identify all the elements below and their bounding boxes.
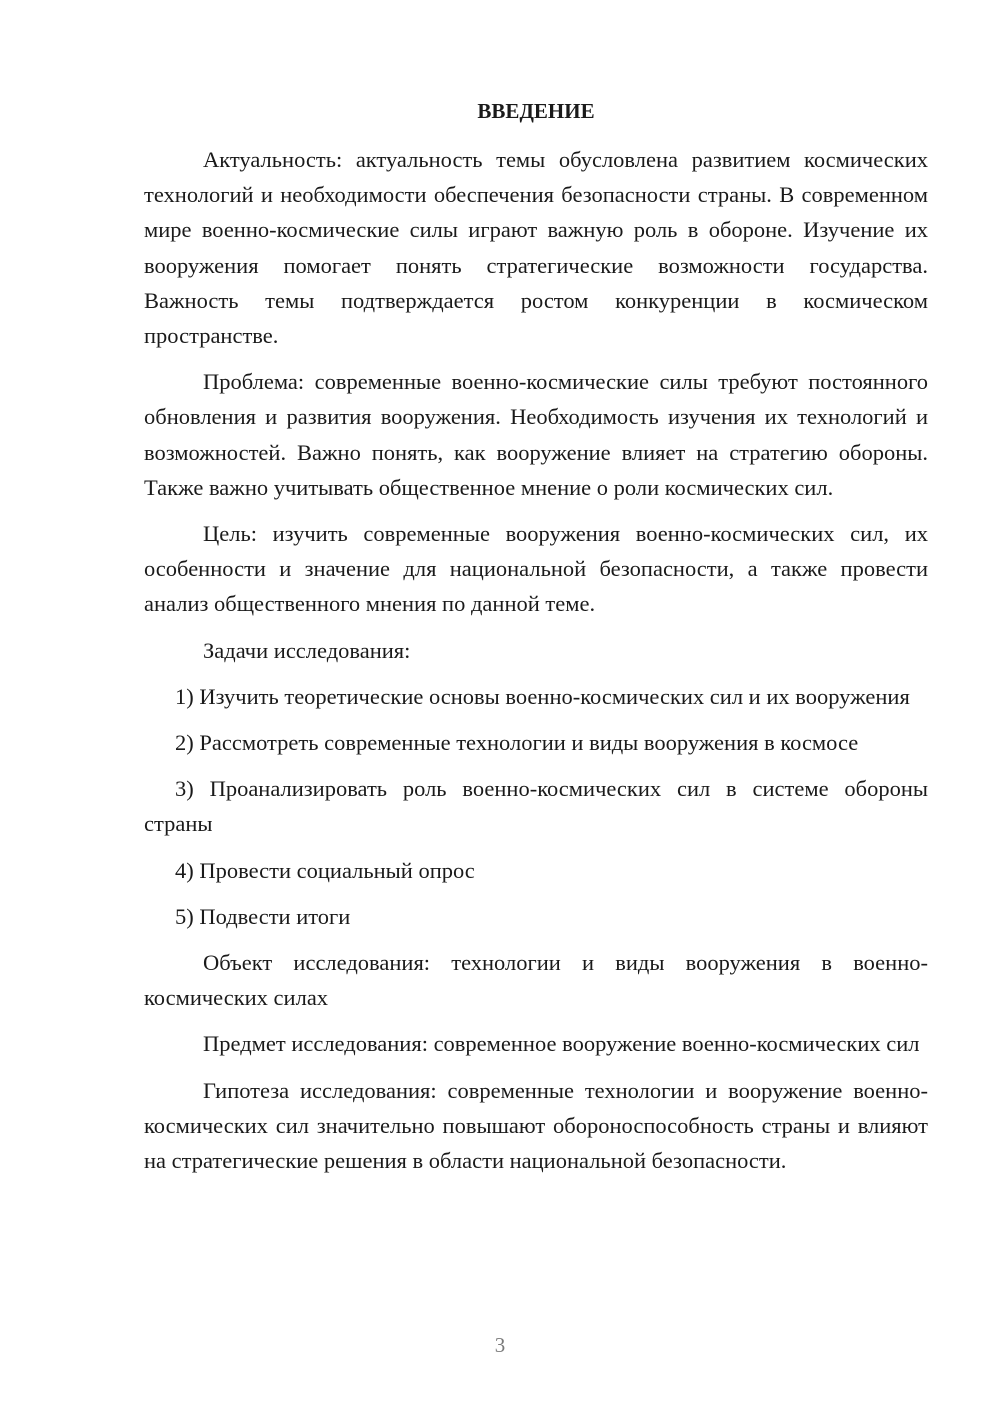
page-number: 3 [494,1333,506,1357]
paragraph-tasks-heading: Задачи исследования: [203,637,411,663]
paragraph-object: Объект исследования: технологии и виды вооружения в военно-космических силах [144,950,928,1011]
task-item: 3) Проанализировать роль военно-космических сил в системе обороны страны [144,776,928,837]
task-item: 2) Рассмотреть современные технологии и виды вооружения в космосе [175,730,859,756]
paragraph-goal: Цель: изучить современные вооружения военно-космических сил, их особенности и значение для национальной безопасности, а также провести анализ общественного мнения по данной теме. [144,521,928,617]
task-item: 1) Изучить теоретические основы военно-космических сил и их вооружения [175,683,910,709]
paragraph-hypothesis: Гипотеза исследования: современные технологии и вооружение военно-космических сил значительно повышают обороноспособность страны и влияют на стратегические решения в области национальной безопасности. [144,1077,928,1174]
paragraph-problem: Проблема: современные военно-космические силы требуют постоянного обновления и развития вооружения. Необходимость изучения их технологий и возможностей. Важно понять, как вооружение влияет на стратегию обороны. Также важно учитывать общественное мнение о роли космических сил. [144,369,928,500]
section-title: ВВЕДЕНИЕ [477,99,595,123]
paragraph-subject: Предмет исследования: современное вооружение военно-космических сил [203,1031,920,1057]
paragraph-relevance: Актуальность: актуальность темы обусловлена развитием космических технологий и необходимости обеспечения безопасности страны. В современном мире военно-космические силы играют важную роль в обороне. Изучение их вооружения помогает понять стратегические возможности государства. Важность темы подтверждается ростом конкуренции в космическом пространстве. [144,147,928,349]
document-body [144,94,928,1178]
task-item: 4) Провести социальный опрос [175,857,475,883]
task-item: 5) Подвести итоги [175,903,351,929]
